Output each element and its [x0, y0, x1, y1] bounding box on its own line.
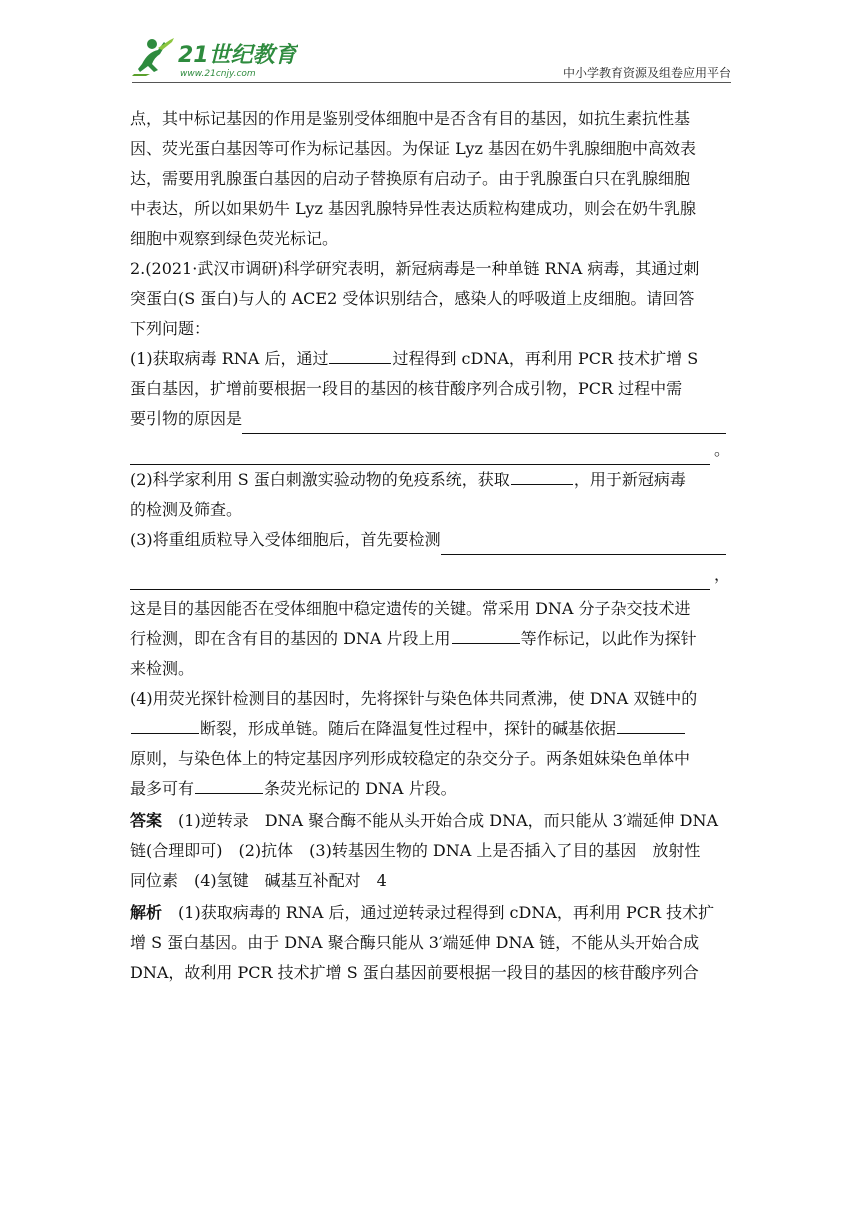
- text-segment: ，用于新冠病毒: [573, 470, 686, 489]
- answer-section: [130, 806, 730, 896]
- text-line: [130, 434, 730, 465]
- text-segment: (2)科学家利用 S 蛋白刺激实验动物的免疫系统，获取: [130, 470, 510, 489]
- answer-blank[interactable]: [195, 775, 263, 794]
- text-segment: 要引物的原因是: [130, 409, 243, 428]
- text-segment: 条荧光标记的 DNA 片段。: [264, 779, 457, 798]
- question-stem: [130, 254, 730, 344]
- text-line: [130, 774, 730, 804]
- analysis-section: [130, 898, 730, 988]
- text-segment: (1)逆转录 DNA 聚合酶不能从头开始合成 DNA，而只能从 3′端延伸 DNA: [178, 811, 719, 830]
- text-segment: ，: [713, 565, 730, 584]
- runner-icon: [132, 38, 174, 76]
- question-part-3: [130, 525, 730, 684]
- text-line: [130, 806, 730, 836]
- text-line: 原则，与染色体上的特定基因序列形成较稳定的杂交分子。两条姐妹染色单体中: [130, 749, 691, 768]
- text-segment: 最多可有: [130, 779, 195, 798]
- text-line: 点，其中标记基因的作用是鉴别受体细胞中是否含有目的基因，如抗生素抗性基: [130, 109, 691, 128]
- question-part-4: [130, 684, 730, 804]
- logo-url: www.21cnjy.com: [180, 69, 256, 79]
- text-line: [130, 714, 730, 744]
- text-line: [130, 465, 730, 495]
- text-line: 链(合理即可) (2)抗体 (3)转基因生物的 DNA 上是否插入了目的基因 放射性: [130, 841, 701, 860]
- answer-blank[interactable]: [452, 625, 520, 644]
- text-line: [130, 555, 730, 590]
- text-line: [130, 404, 730, 434]
- text-line: 2.(2021·武汉市调研)科学研究表明，新冠病毒是一种单链 RNA 病毒，其通过刺: [130, 259, 700, 278]
- page-header: [128, 34, 731, 82]
- text-line: 增 S 蛋白基因。由于 DNA 聚合酶只能从 3′端延伸 DNA 链，不能从头开始合成: [130, 933, 700, 952]
- question-part-2: [130, 465, 730, 525]
- text-segment: (1)获取病毒 RNA 后，通过: [130, 349, 329, 368]
- answer-blank[interactable]: [130, 555, 710, 590]
- text-line: 因、荧光蛋白基因等可作为标记基因。为保证 Lyz 基因在奶牛乳腺细胞中高效表: [130, 139, 696, 158]
- text-line: 下列问题：: [130, 319, 211, 338]
- text-line: 同位素 (4)氢键 碱基互补配对 4: [130, 871, 387, 890]
- answer-blank[interactable]: [511, 466, 573, 485]
- answer-label: 答案: [130, 811, 163, 830]
- text-line: DNA，故利用 PCR 技术扩增 S 蛋白基因前要根据一段目的基因的核苷酸序列合: [130, 963, 699, 982]
- answer-blank[interactable]: [441, 528, 726, 555]
- text-line: 细胞中观察到绿色荧光标记。: [130, 229, 339, 248]
- answer-blank[interactable]: [329, 345, 391, 364]
- text-segment: 行检测，即在含有目的基因的 DNA 片段上用: [130, 629, 451, 648]
- text-line: 来检测。: [130, 659, 195, 678]
- text-line: [130, 344, 730, 374]
- header-divider: [132, 82, 731, 83]
- text-line: [130, 898, 730, 928]
- text-line: 这是目的基因能否在受体细胞中稳定遗传的关键。常采用 DNA 分子杂交技术进: [130, 599, 691, 618]
- text-line: 蛋白基因，扩增前要根据一段目的基因的核苷酸序列合成引物，PCR 过程中需: [130, 379, 683, 398]
- text-line: 中表达，所以如果奶牛 Lyz 基因乳腺特异性表达质粒构建成功，则会在奶牛乳腺: [130, 199, 696, 218]
- document-body: [130, 104, 730, 988]
- text-segment: 断裂，形成单链。随后在降温复性过程中，探针的碱基依据: [200, 719, 617, 738]
- answer-blank[interactable]: [131, 715, 199, 734]
- text-segment: (1)获取病毒的 RNA 后，通过逆转录过程得到 cDNA，再利用 PCR 技术扩: [178, 903, 715, 922]
- answer-blank[interactable]: [130, 434, 710, 465]
- text-segment: (3)将重组质粒导入受体细胞后，首先要检测: [130, 530, 441, 549]
- text-line: 达，需要用乳腺蛋白基因的启动子替换原有启动子。由于乳腺蛋白只在乳腺细胞: [130, 169, 691, 188]
- logo-title: 21世纪教育: [178, 43, 297, 68]
- header-platform-text: 中小学教育资源及组卷应用平台: [562, 66, 731, 80]
- text-line: 突蛋白(S 蛋白)与人的 ACE2 受体识别结合，感染人的呼吸道上皮细胞。请回答: [130, 289, 695, 308]
- text-segment: 等作标记，以此作为探针: [520, 629, 697, 648]
- text-line: [130, 525, 730, 555]
- analysis-label: 解析: [130, 903, 163, 922]
- answer-blank[interactable]: [242, 407, 726, 434]
- logo: [128, 34, 298, 80]
- text-line: (4)用荧光探针检测目的基因时，先将探针与染色体共同煮沸，使 DNA 双链中的: [130, 689, 698, 708]
- text-line: 的检测及筛查。: [130, 500, 243, 519]
- answer-blank[interactable]: [617, 715, 685, 734]
- text-segment: 。: [713, 440, 730, 459]
- question-part-1: [130, 344, 730, 465]
- text-segment: 过程得到 cDNA，再利用 PCR 技术扩增 S: [392, 349, 699, 368]
- intro-paragraph: [130, 104, 730, 254]
- text-line: [130, 624, 730, 654]
